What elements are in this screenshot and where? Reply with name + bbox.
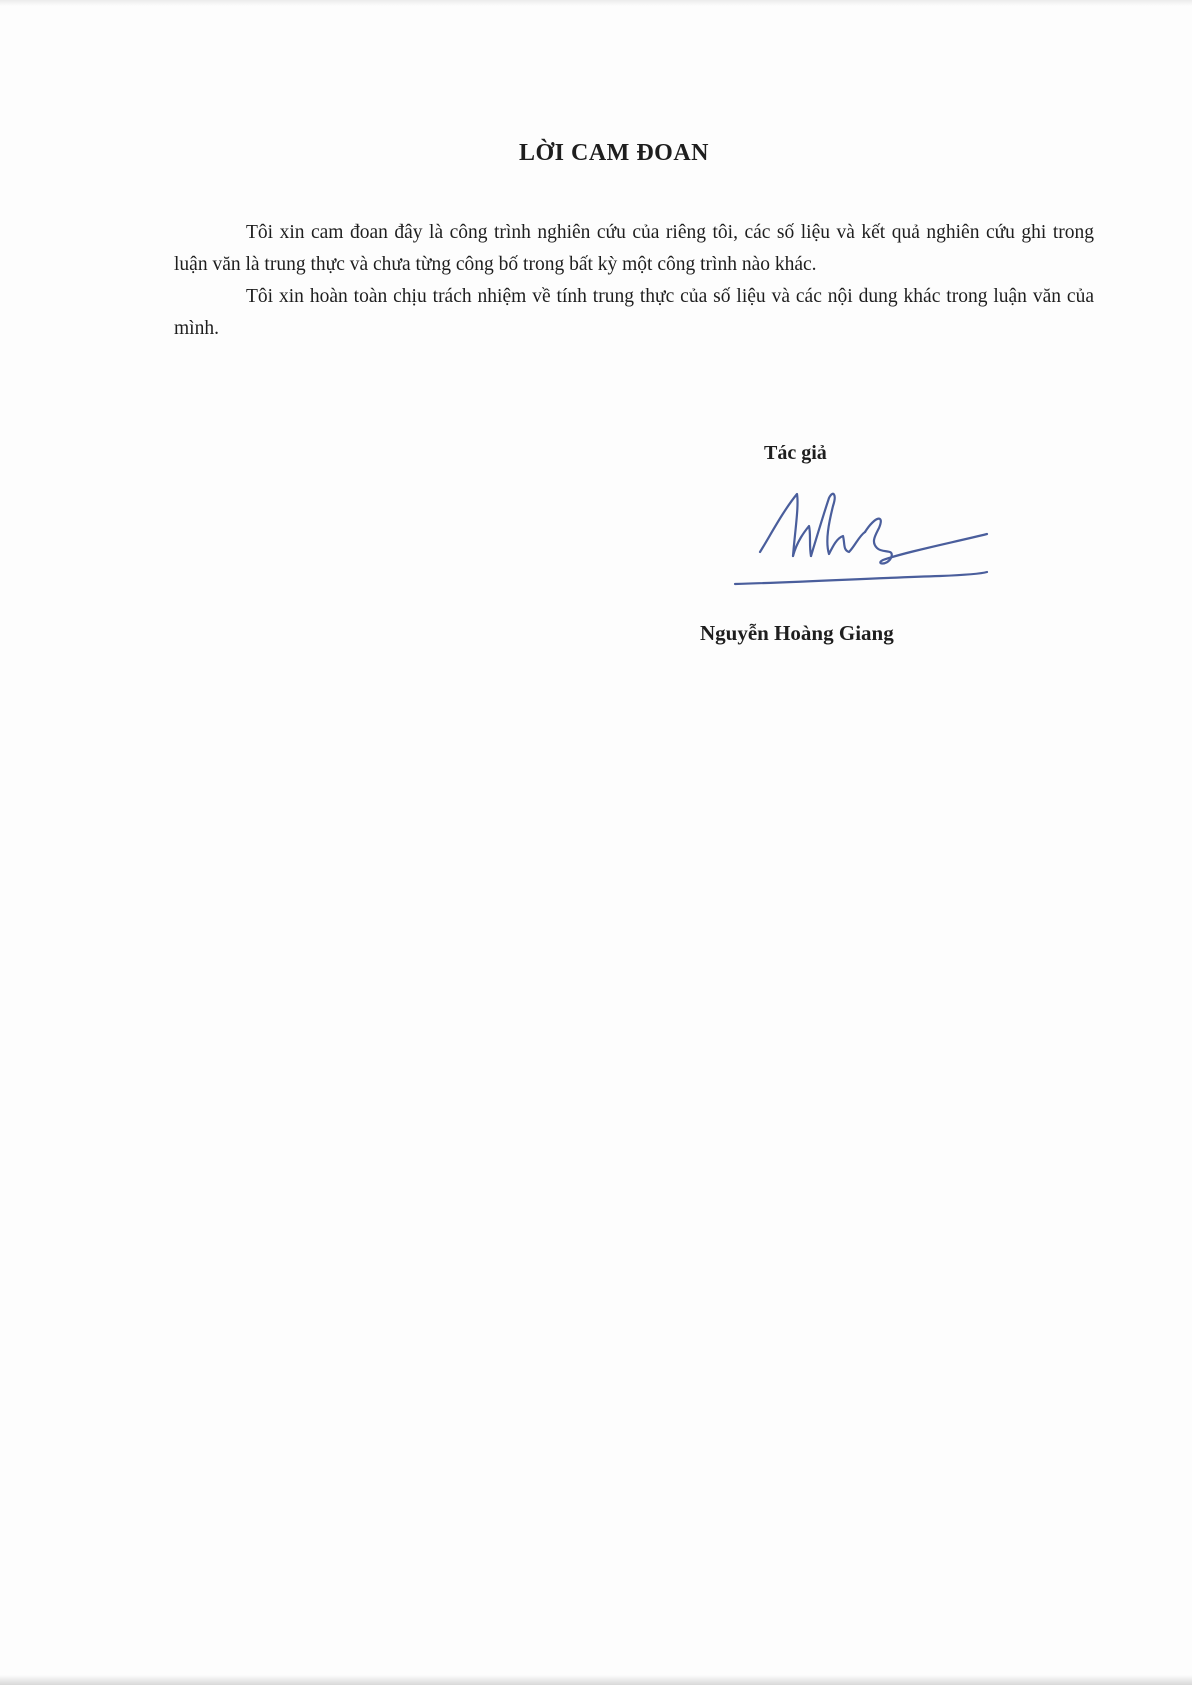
scan-edge-bottom — [0, 1675, 1192, 1685]
declaration-paragraph-1: Tôi xin cam đoan đây là công trình nghiên cứu của riêng tôi, các số liệu và kết quả nghiên cứu ghi trong luận văn là trung thực và chưa từng công bố trong bất kỳ một công trình nào khác. — [174, 222, 1094, 275]
author-label: Tác giả — [764, 442, 827, 464]
handwritten-signature-icon — [725, 486, 1025, 596]
scan-edge-top — [0, 0, 1192, 6]
declaration-paragraph-2: Tôi xin hoàn toàn chịu trách nhiệm về tính trung thực của số liệu và các nội dung khác trong luận văn của mình. — [174, 286, 1094, 339]
author-name: Nguyễn Hoàng Giang — [700, 621, 894, 645]
declaration-body — [174, 217, 1094, 345]
page-title: LỜI CAM ĐOAN — [519, 140, 709, 166]
